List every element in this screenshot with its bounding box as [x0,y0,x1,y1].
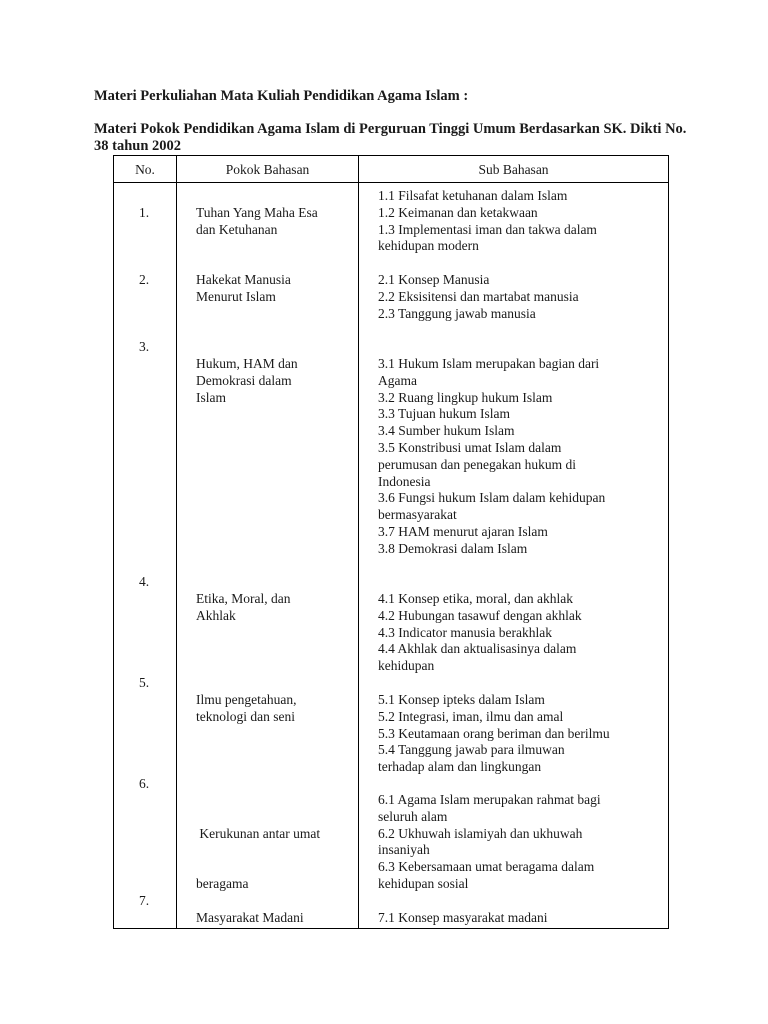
sub-line: bermasyarakat [378,507,457,523]
pokok-bahasan [196,356,356,406]
sub-bahasan [378,910,668,927]
header-pokok-bahasan: Pokok Bahasan [225,162,310,177]
sub-line: 4.4 Akhlak dan aktualisasinya dalam [378,641,577,657]
sub-line: 2.3 Tanggung jawab manusia [378,305,536,321]
document-title: Materi Perkuliahan Mata Kuliah Pendidikan Agama Islam : [94,88,469,104]
row-number: 5. [138,675,150,690]
sub-line: insaniyah [378,842,430,858]
sub-line: perumusan dan penegakan hukum di [378,456,576,472]
row-number: 2. [138,272,150,287]
sub-line: 4.2 Hubungan tasawuf dengan akhlak [378,607,582,623]
sub-line: 6.2 Ukhuwah islamiyah dan ukhuwah [378,825,583,841]
header-divider [114,182,668,183]
pokok-bahasan [196,272,356,306]
sub-bahasan [378,792,668,893]
row-number: 4. [138,574,150,589]
sub-line: 3.2 Ruang lingkup hukum Islam [378,389,553,405]
sub-line: 1.1 Filsafat ketuhanan dalam Islam [378,188,568,203]
sub-line: kehidupan sosial [378,875,469,891]
sub-line: 5.4 Tanggung jawab para ilmuwan [378,742,565,758]
topic-line: Islam [196,389,226,405]
sub-line: 5.1 Konsep ipteks dalam Islam [378,692,545,707]
sub-bahasan [378,356,668,558]
sub-line: 5.3 Keutamaan orang beriman dan berilmu [378,725,610,741]
pokok-bahasan [196,792,356,926]
sub-line: 1.2 Keimanan dan ketakwaan [378,204,538,220]
row-number: 1. [138,205,150,220]
sub-line: 4.3 Indicator manusia berakhlak [378,624,552,640]
sub-line: 2.2 Eksisitensi dan martabat manusia [378,288,579,304]
sub-line: 1.3 Implementasi iman dan takwa dalam [378,221,597,237]
sub-bahasan [378,591,668,675]
sub-bahasan [378,272,668,322]
header-no: No. [135,162,155,177]
sub-line: 5.2 Integrasi, iman, ilmu dan amal [378,708,564,724]
sub-line: kehidupan modern [378,238,479,254]
column-divider [358,156,359,928]
pokok-bahasan [196,692,356,726]
topic-line: Tuhan Yang Maha Esa [196,205,318,220]
topic-line: Masyarakat Madani [196,910,304,925]
row-number: 3. [138,339,150,354]
topic-line: Kerukunan antar umat [196,825,321,841]
sub-line: terhadap alam dan lingkungan [378,759,542,775]
sub-bahasan [378,692,668,776]
topic-line: beragama [196,875,249,891]
sub-line: 3.5 Konstribusi umat Islam dalam [378,439,562,455]
sub-line: 3.4 Sumber hukum Islam [378,423,515,439]
sub-line: 3.1 Hukum Islam merupakan bagian dari [378,356,600,371]
row-number: 7. [138,893,150,908]
pokok-bahasan [196,910,356,927]
sub-line: seluruh alam [378,808,448,824]
row-number: 6. [138,776,150,791]
sub-line: Indonesia [378,473,431,489]
sub-line: 6.1 Agama Islam merupakan rahmat bagi [378,792,601,807]
topic-line: Hakekat Manusia [196,272,291,287]
pokok-bahasan [196,591,356,625]
topic-line: teknologi dan seni [196,708,295,724]
sub-line: 6.3 Kebersamaan umat beragama dalam [378,859,595,875]
topic-line: Ilmu pengetahuan, [196,692,297,707]
column-divider [176,156,177,928]
topic-line: Akhlak [196,607,236,623]
topic-line: Menurut Islam [196,288,276,304]
sub-line: 4.1 Konsep etika, moral, dan akhlak [378,591,573,606]
sub-line: 3.8 Demokrasi dalam Islam [378,540,528,556]
sub-bahasan [378,188,668,255]
sub-line: 3.3 Tujuan hukum Islam [378,406,511,422]
header-sub-bahasan: Sub Bahasan [478,162,549,177]
document-subtitle: Materi Pokok Pendidikan Agama Islam di Perguruan Tinggi Umum Berdasarkan SK. Dikti No. 38 tahun 2002 [94,121,687,154]
topic-line: dan Ketuhanan [196,221,278,237]
topic-line: Hukum, HAM dan [196,356,298,371]
topic-line: Demokrasi dalam [196,372,292,388]
materi-table [113,155,669,929]
pokok-bahasan [196,205,356,239]
sub-line: Agama [378,372,417,388]
sub-line: 2.1 Konsep Manusia [378,272,490,287]
topic-line: Etika, Moral, dan [196,591,291,606]
sub-line: 3.7 HAM menurut ajaran Islam [378,523,548,539]
sub-line: 7.1 Konsep masyarakat madani [378,910,548,925]
sub-line: 3.6 Fungsi hukum Islam dalam kehidupan [378,490,606,506]
sub-line: kehidupan [378,658,435,674]
